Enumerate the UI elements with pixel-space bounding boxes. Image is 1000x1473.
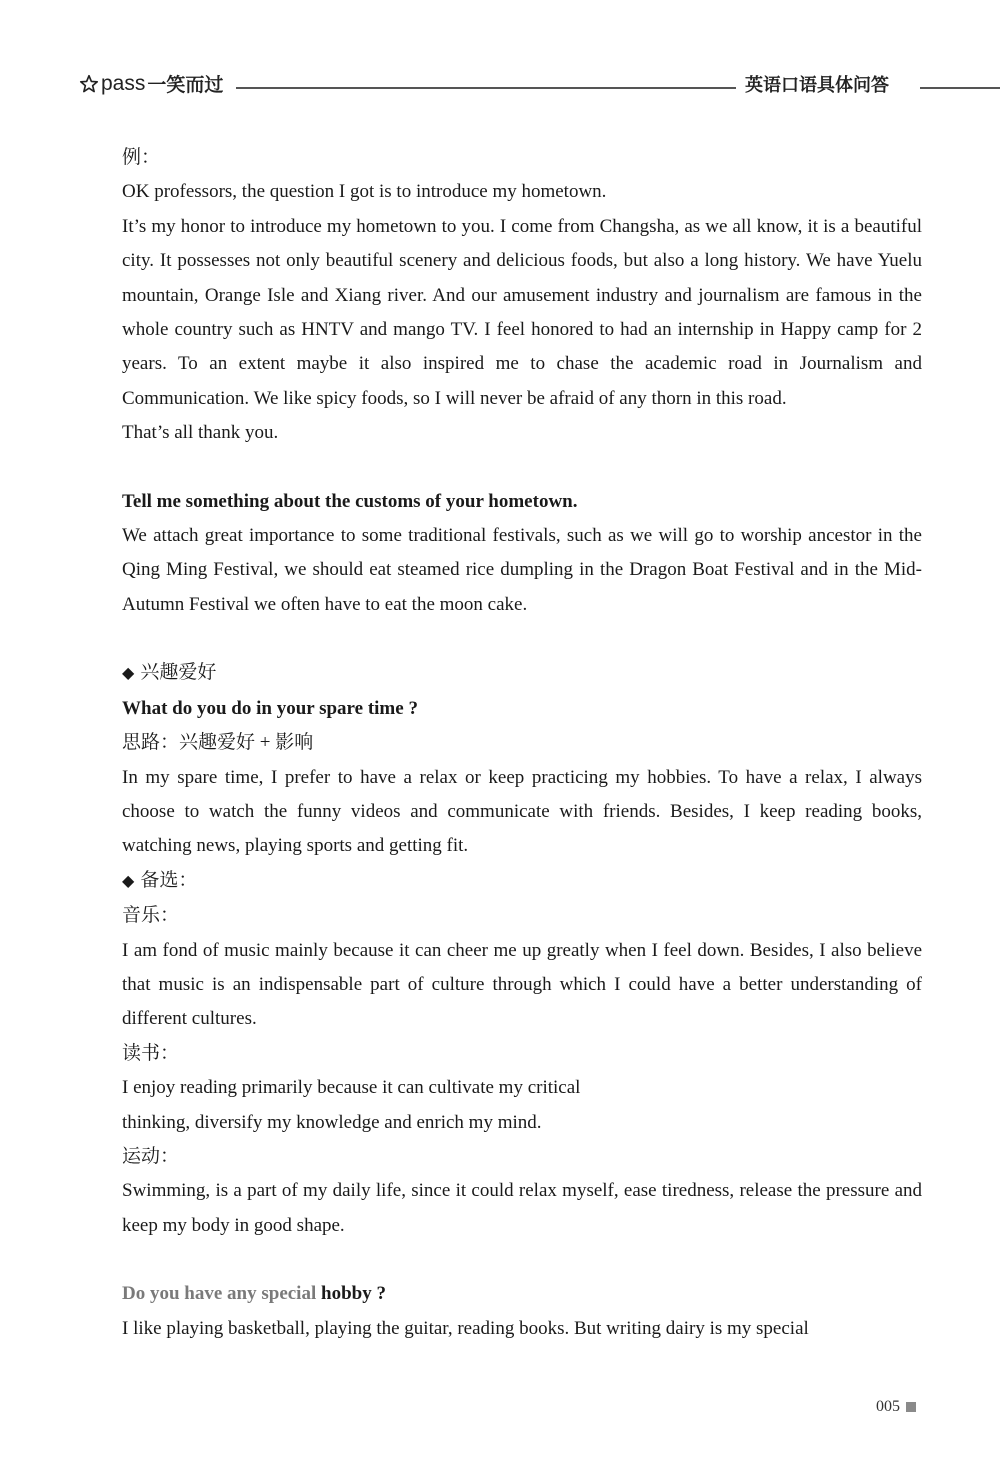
hobbies-heading-text: 兴趣爱好	[140, 662, 217, 684]
reading-text-line2: thinking, diversify my knowledge and enrich my mind.	[122, 1111, 542, 1133]
special-answer: I like playing basketball, playing the guitar, reading books. But writing dairy is my special	[122, 1317, 809, 1339]
diamond-bullet-icon: ◆	[122, 872, 135, 890]
star-icon	[78, 73, 100, 95]
customs-answer: We attach great importance to some traditional festivals, such as we will go to worship ancestor in the Qing Ming Festival, we should eat steamed rice dumpling in the Dragon Boat Festival and in the Mid-Autumn Festival we often have to eat the moon cake.	[122, 525, 922, 615]
alternatives-heading	[122, 864, 922, 899]
sports-text: Swimming, is a part of my daily life, since it could relax myself, ease tiredness, release the pressure and keep my body in good shape.	[122, 1180, 922, 1236]
diamond-bullet-icon: ◆	[122, 665, 135, 683]
special-question-rest: hobby ?	[316, 1283, 386, 1305]
page-content	[122, 141, 922, 1346]
header-divider-left	[236, 87, 736, 89]
reading-label: 读书：	[122, 1042, 180, 1064]
hobbies-approach: 思路：兴趣爱好 + 影响	[122, 732, 314, 754]
spacer	[122, 1243, 922, 1277]
spacer	[122, 622, 922, 656]
reading-text-line1: I enjoy reading primarily because it can cultivate my critical	[122, 1077, 581, 1099]
brand-name: pass	[101, 71, 146, 95]
special-question	[122, 1277, 922, 1311]
hobbies-answer: In my spare time, I prefer to have a relax or keep practicing my hobbies. To have a relax, I always choose to watch the funny videos and communicate with friends. Besides, I keep reading books, watching news, playing sports and getting fit.	[122, 766, 922, 857]
page-number-text: 005	[876, 1398, 900, 1415]
page-header	[0, 66, 1000, 106]
page-number	[876, 1398, 916, 1416]
alternatives-heading-text: 备选：	[140, 869, 198, 891]
example-body: It’s my honor to introduce my hometown to you. I come from Changsha, as we all know, it is a beautiful city. It possesses not only beautiful scenery and delicious foods, but also a long history. We have Yuelu mountain, Orange Isle and Xiang river. And our amusement industry and journalism are famous in the whole country such as HNTV and mango TV. I feel honored to had an internship in Happy camp for 2 years. To an extent maybe it also inspired me to chase the academic road in Journalism and Communication. We like spicy foods, so I will never be afraid of any thorn in this road.	[122, 215, 922, 409]
hobbies-heading	[122, 656, 922, 691]
example-label: 例：	[122, 147, 161, 168]
spacer	[122, 451, 922, 485]
header-divider-right	[920, 87, 1000, 89]
section-title: 英语口语具体问答	[745, 75, 889, 95]
example-closing: That’s all thank you.	[122, 422, 279, 444]
hobbies-question: What do you do in your spare time ?	[122, 697, 418, 719]
customs-question: Tell me something about the customs of your hometown.	[122, 490, 578, 512]
brand-tagline: 一笑而过	[147, 75, 224, 96]
brand-logo	[78, 70, 223, 97]
music-label: 音乐：	[122, 905, 180, 927]
special-question-faded: Do you have any special	[122, 1283, 317, 1305]
example-intro: OK professors, the question I got is to introduce my hometown.	[122, 181, 607, 203]
square-marker-icon	[906, 1402, 916, 1412]
sports-label: 运动：	[122, 1145, 180, 1167]
music-text: I am fond of music mainly because it can cheer me up greatly when I feel down. Besides, I also believe that music is an indispensable part of culture through which I could have a better understanding of different cultures.	[122, 939, 922, 1030]
